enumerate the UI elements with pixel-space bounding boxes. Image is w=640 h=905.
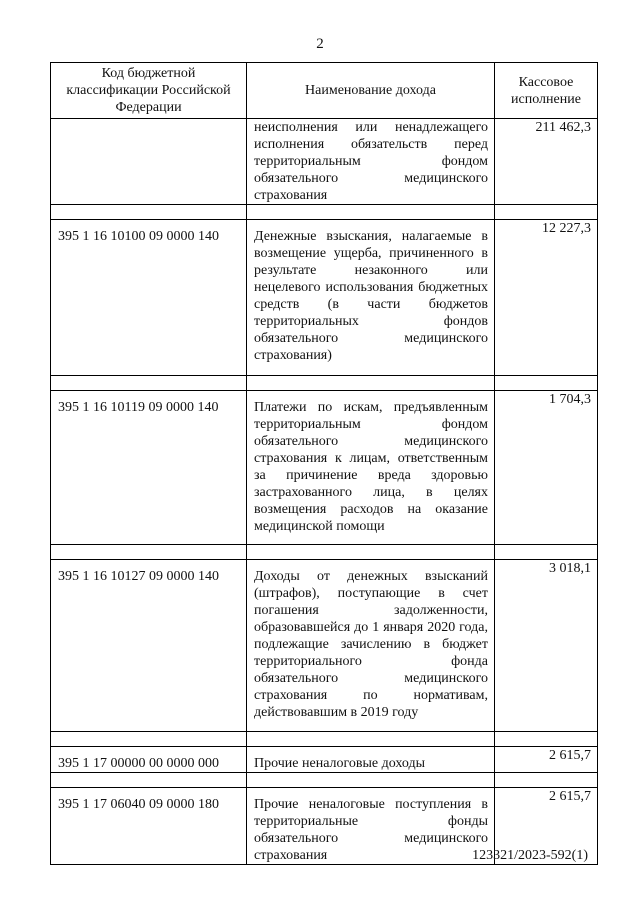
- row-amount: 3 018,1: [495, 560, 598, 732]
- row-gap: [51, 376, 598, 391]
- row-name: Доходы от денежных взысканий (штрафов), поступающие в счет погашения задолженности, образовавшейся до 1 января 2020 года, подлежащие зачислению в бюджет территориального фонда обязательного медицинского страхования по нормативам, действовавшим в 2019 году: [254, 569, 488, 720]
- row-name: Прочие неналоговые доходы: [254, 756, 426, 771]
- row-name: Прочие неналоговые поступления в территориальные фонды обязательного медицинского страхования: [254, 797, 488, 863]
- row-code: 395 1 17 06040 09 0000 180: [51, 788, 247, 865]
- row-code: [51, 119, 247, 205]
- row-amount: 211 462,3: [495, 119, 598, 205]
- row-code: 395 1 16 10100 09 0000 140: [51, 220, 247, 376]
- row-name: неисполнения или ненадлежащего исполнения обязательств перед территориальным фондом обязательного медицинского страхования: [254, 120, 488, 203]
- table-row: [51, 747, 598, 773]
- table-row: [51, 560, 598, 732]
- document-id: 123321/2023-592(1): [472, 848, 588, 863]
- revenue-table: [50, 62, 598, 865]
- table-row: [51, 119, 598, 205]
- page-number: 2: [316, 36, 324, 52]
- row-amount: 2 615,7: [495, 747, 598, 773]
- row-gap: [51, 205, 598, 220]
- row-gap: [51, 773, 598, 788]
- header-code: Код бюджетной классификации Российской Федерации: [51, 63, 247, 119]
- table-row: [51, 220, 598, 376]
- row-name: Платежи по искам, предъявленным территориальным фондом обязательного медицинского страхования к лицам, ответственным за причинение вреда здоровью застрахованного лица, в целях возмещения расходов на оказание медицинской помощи: [254, 400, 488, 534]
- row-amount: 2 615,7: [495, 788, 598, 865]
- row-gap: [51, 545, 598, 560]
- header-amount: Кассовое исполнение: [495, 63, 598, 119]
- row-amount: 1 704,3: [495, 391, 598, 545]
- table-header-row: [51, 63, 598, 119]
- row-amount: 12 227,3: [495, 220, 598, 376]
- row-code: 395 1 16 10127 09 0000 140: [51, 560, 247, 732]
- row-code: 395 1 16 10119 09 0000 140: [51, 391, 247, 545]
- row-code: 395 1 17 00000 00 0000 000: [51, 747, 247, 773]
- row-name: Денежные взыскания, налагаемые в возмещение ущерба, причиненного в результате незаконного или нецелевого использования бюджетных средств (в части бюджетов территориальных фондов обязательного медицинского страхования): [254, 229, 488, 363]
- table-row: [51, 391, 598, 545]
- row-gap: [51, 732, 598, 747]
- header-name: Наименование дохода: [247, 63, 495, 119]
